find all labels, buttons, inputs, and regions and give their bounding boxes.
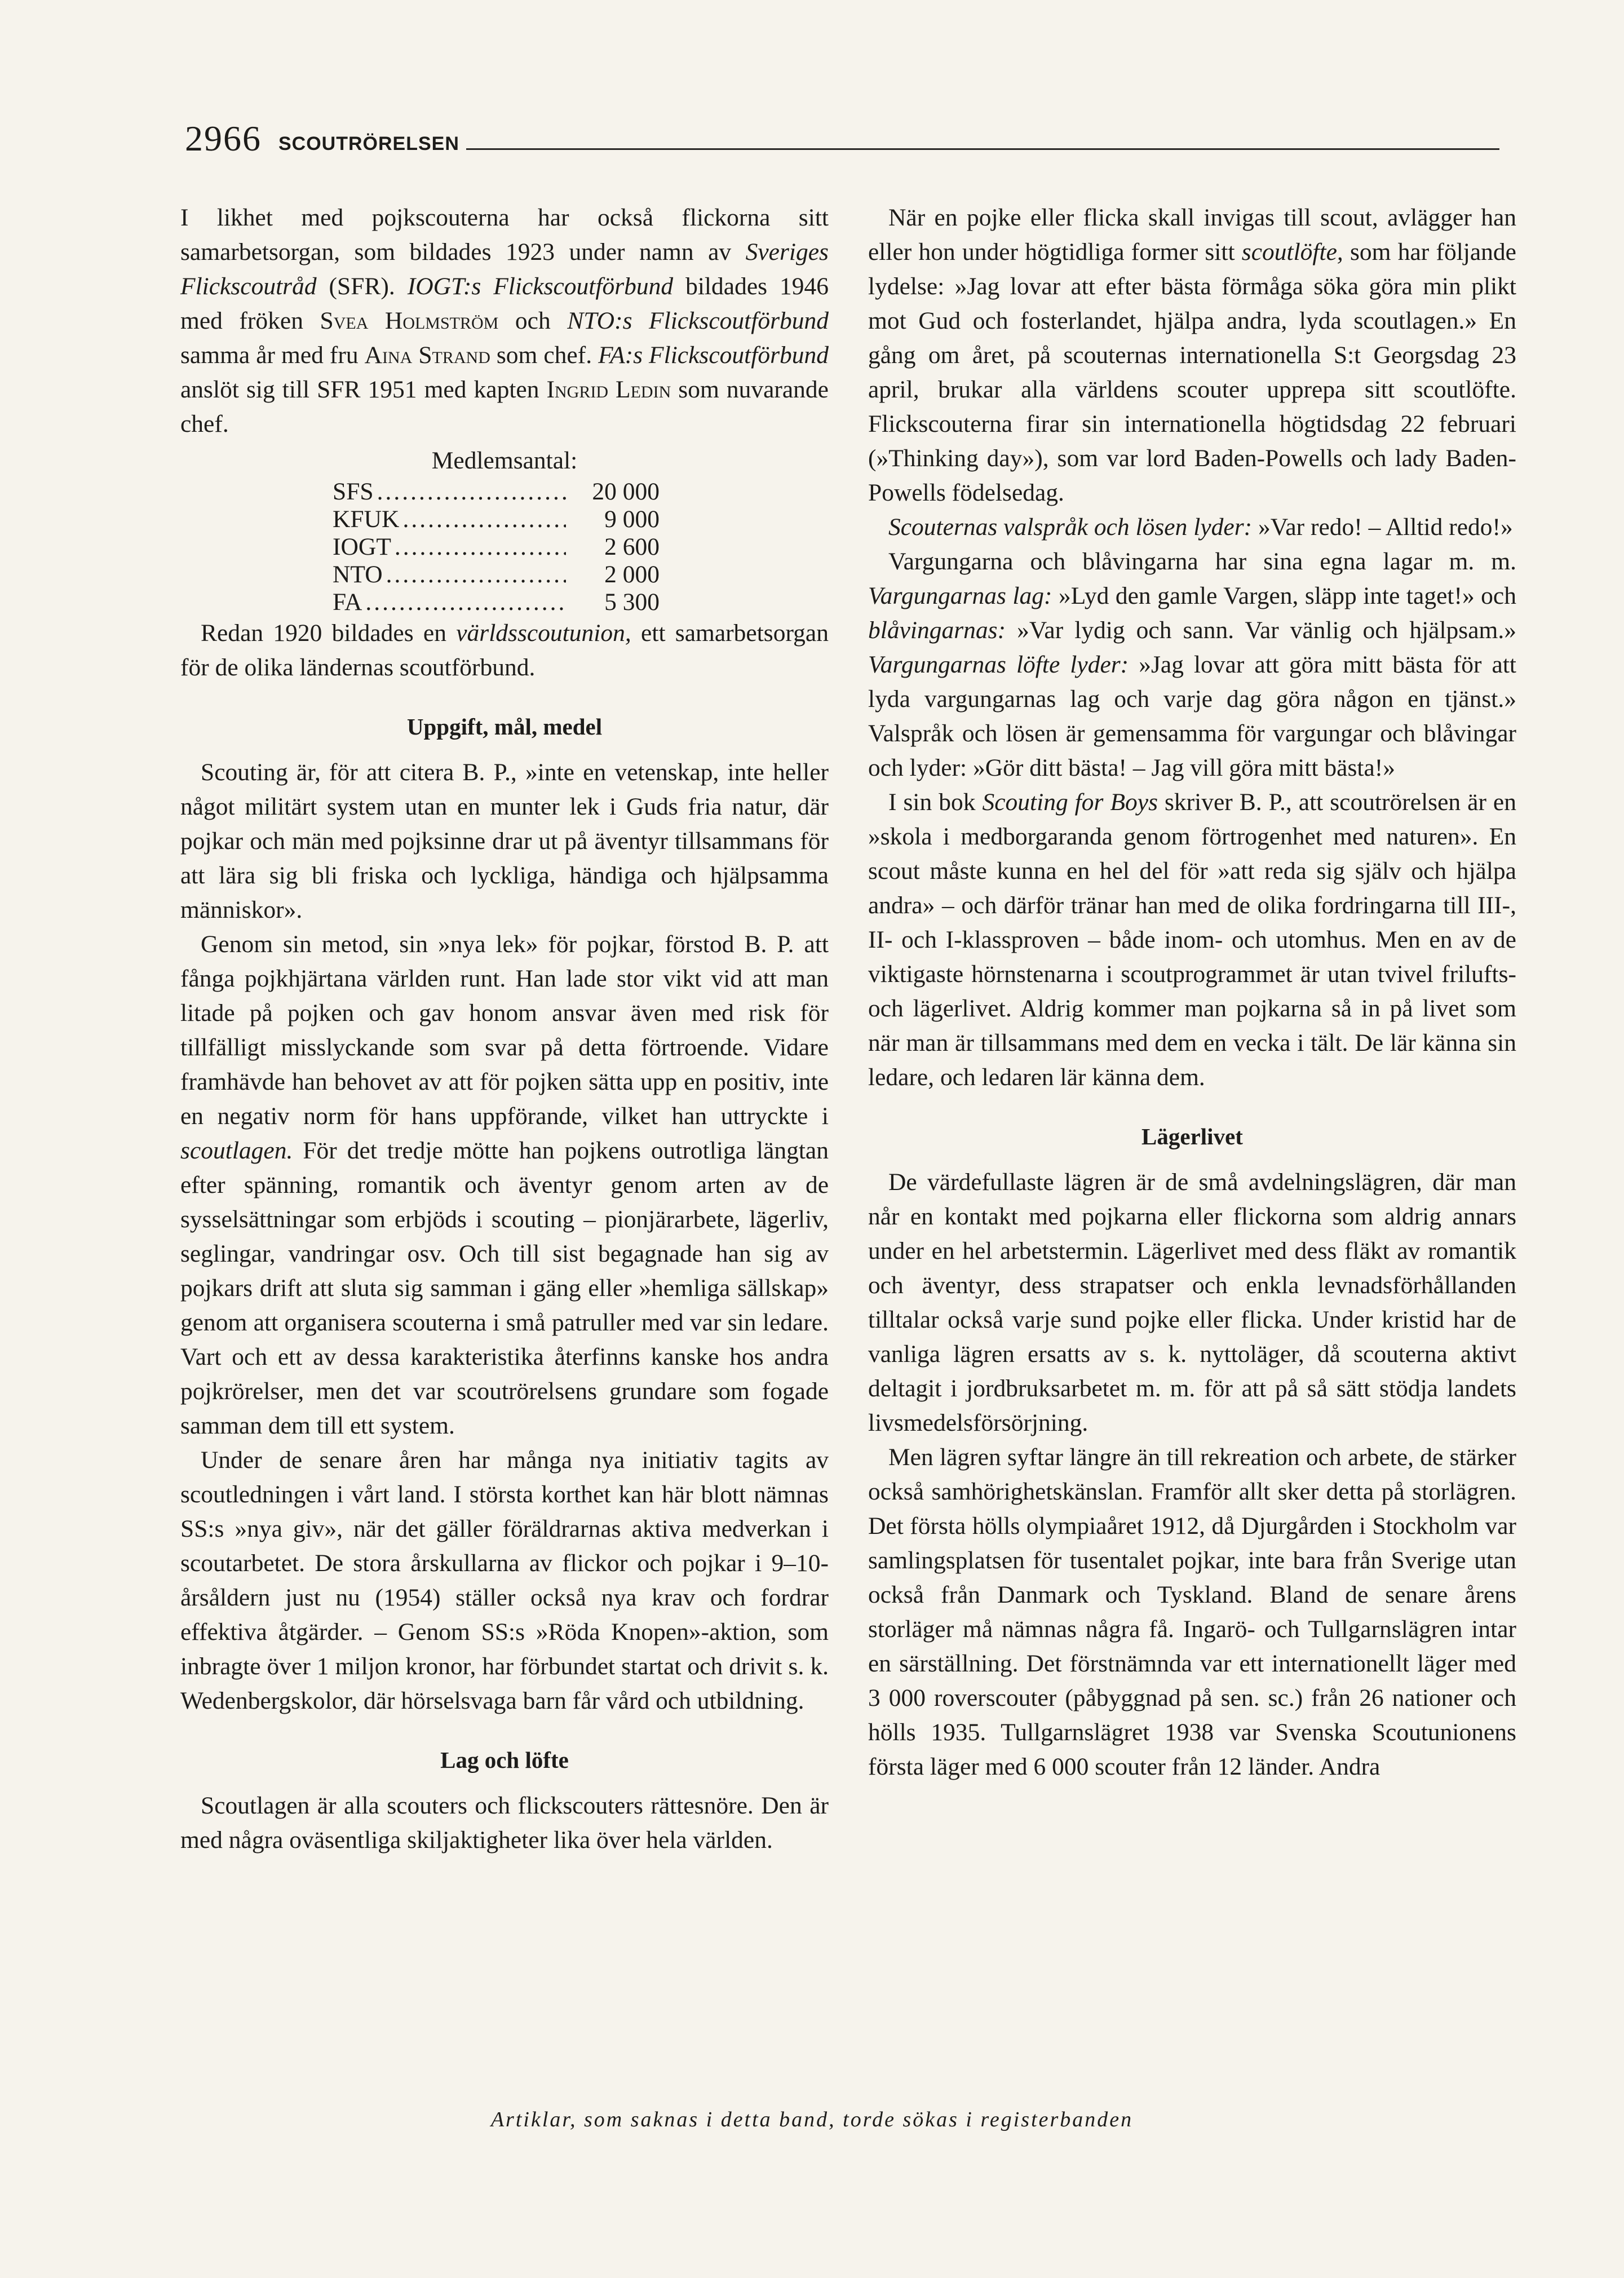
right-column (868, 201, 1516, 1784)
text-run: anslöt sig till SFR 1951 med kapten (180, 376, 547, 403)
member-count: 9 000 (604, 506, 660, 533)
paragraph-scoutlagen: Scoutlagen är alla scouters och flickscouters rättesnöre. Den är med några oväsentliga skiljaktigheter lika över hela världen. (180, 1792, 829, 1854)
text-run: »Var lydig och sann. Var vänlig och hjälpsam.» (1006, 617, 1516, 644)
leader-dots (402, 506, 566, 533)
text-run-italic: scoutlöfte, (1241, 238, 1343, 266)
paragraph-storlager: Men lägren syftar längre än till rekreation och arbete, de stärker också samhörighetskänslan. Framför allt sker detta på storlägren. Det första hölls olympiaåret 1912, då Djurgården i Stockholm var samlingsplatsen för tusentalet pojkar, inte bara från Sverige utan också från Danmark och Tyskland. Bland de senare årens storläger må nämnas några få. Ingarö- och Tullgarnslägren intar en särställning. Det förstnämnda var ett internationellt läger med 3 000 roverscouter (påbyggnad på sen. sc.) från 26 nationer och hölls 1935. Tullgarnslägret 1938 var Svenska Scoutunionens första läger med 6 000 scouter från 12 länder. Andra (868, 1444, 1516, 1780)
paragraph-scouting-definition: Scouting är, för att citera B. P., »inte en vetenskap, inte heller något militärt system utan en munter lek i Guds fria natur, där pojkar och män med pojksinne drar ut på äventyr tillsammans för att lära sig bli friska och lyckliga, händiga och hjälpsamma människor». (180, 759, 829, 923)
paragraph-valsprak (868, 510, 1516, 545)
paragraph-metod (180, 927, 829, 1443)
leader-dots (395, 533, 566, 561)
text-run-italic: Vargungarnas löfte lyder: (868, 651, 1129, 678)
text-run: bildades 1946 med fröken (180, 273, 829, 334)
paragraph-scoutlofte (868, 201, 1516, 510)
person-name: Ingrid Ledin (546, 376, 671, 403)
org-name: NTO (333, 561, 383, 588)
leader-dots (386, 561, 566, 589)
running-title: SCOUTRÖRELSEN (278, 133, 459, 154)
member-count: 20 000 (592, 478, 660, 505)
text-run: När en pojke eller flicka skall invigas till scout, avlägger han eller hon under högtidliga former sitt (868, 204, 1516, 266)
left-column (180, 201, 829, 1857)
leader-dots (365, 589, 566, 616)
text-run: som nuvarande chef. (180, 376, 829, 437)
text-run: Genom sin metod, sin »nya lek» för pojkar, förstod B. P. att fånga pojkhjärtana världen runt. Han lade stor vikt vid att man litade på pojken och gav honom ansvar även med risk för tillfälligt misslyckande som svar på detta förtroende. Vidare framhävde han behovet av att för pojken sätta upp en positiv, inte en negativ norm för hans uppförande, vilket han uttryckte i (180, 931, 829, 1130)
members-row (333, 533, 660, 561)
text-run: som chef. (490, 342, 599, 369)
org-name: IOGT (333, 533, 391, 560)
person-name: Svea Holmström (320, 307, 499, 334)
paragraph-vargungar (868, 545, 1516, 785)
text-run: och (498, 307, 568, 334)
text-run-italic: Scouting for Boys (982, 789, 1158, 816)
page-header (185, 118, 1499, 158)
paragraph-samarbetsorgan (180, 201, 829, 441)
page-number: 2966 (185, 118, 262, 158)
text-run: »Var redo! – Alltid redo!» (1252, 514, 1513, 541)
text-run-italic: FA:s Flickscoutförbund (598, 342, 829, 369)
text-run: »Jag lovar att göra mitt bästa för att lyda vargungarnas lag och varje dag göra någon en tjänst.» Valspråk och lösen är gemensamma för vargungar och blåvingar och lyder: »Gör ditt bästa! – Jag vill göra mitt bästa!» (868, 651, 1516, 781)
heading-lagerlivet: Lägerlivet (1141, 1123, 1243, 1149)
paragraph-scouting-for-boys (868, 785, 1516, 1095)
text-run-italic: Scouternas valspråk och lösen lyder: (888, 514, 1253, 541)
text-run: För det tredje mötte han pojkens outrotliga längtan efter spänning, romantik och äventyr genom arten av de sysselsättningar som erbjöds i scouting – pionjärarbete, lägerliv, seglingar, vandringar osv. Och till sist begagnade han sig av pojkars drift att sluta sig samman i gäng eller »hemliga sällskap» genom att organisera scouterna i små patruller med var sin ledare. Vart och ett av dessa karakteristika återfinns kanske hos andra pojkrörelser, men det var scoutrörelsens grundare som fogade samman dem till ett system. (180, 1137, 829, 1439)
text-run: skriver B. P., att scoutrörelsen är en »skola i medborgaranda genom förtrogenhet med naturen». En scout måste kunna en hel del för »att reda sig själv och hjälpa andra» – och därför tränar han med de olika fordringarna till III-, II- och I-klassproven – både inom- och utomhus. Men en av de viktigaste hörnstenarna i scoutprogrammet är utan tvivel frilufts- och lägerlivet. Aldrig kommer man pojkarna så in på livet som när man är tillsammans med dem en vecka i tält. De lär känna sin ledare, och ledaren lär känna dem. (868, 789, 1516, 1091)
members-table (333, 478, 660, 616)
text-run: ett samarbetsorgan för de olika ländernas scoutförbund. (180, 620, 829, 681)
text-run: Redan 1920 bildades en (201, 620, 457, 647)
members-title: Medlemsantal: (431, 447, 578, 474)
paragraph-avdelningslager: De värdefullaste lägren är de små avdelningslägren, där man når en kontakt med pojkarna eller flickorna som aldrig annars under en hel arbetstermin. Lägerlivet med dess fläkt av romantik och äventyr, dess strapatser och enkla levnadsförhållanden tilltalar också varje sund pojke eller flicka. Under kristid har de vanliga lägren ersatts av s. k. nyttoläger, då scouterna aktivt deltagit i jordbruksarbetet m. m. för att på så sätt stödja landets livsmedelsförsörjning. (868, 1169, 1516, 1436)
text-run: Vargungarna och blåvingarna har sina egna lagar m. m. (888, 548, 1516, 575)
text-run: »Lyd den gamle Vargen, släpp inte taget!» och (1052, 582, 1516, 609)
members-row (333, 478, 660, 506)
paragraph-varldsscoutunion (180, 616, 829, 685)
person-name: Aina Strand (364, 342, 490, 369)
text-run: som har följande lydelse: »Jag lovar att efter bästa förmåga söka göra min plikt mot Gud och fosterlandet, hjälpa andra, lyda scoutlagen.» En gång om året, på scouternas internationella S:t Georgsdag 23 april, brukar alla världens scouter upprepa sitt scoutlöfte. Flickscouterna firar sin internationella högtidsdag 22 februari (»Thinking day»), som var lord Baden-Powells och lady Baden-Powells födelsedag. (868, 238, 1516, 506)
text-run-italic: scoutlagen. (180, 1137, 293, 1164)
text-run-italic: NTO:s Flickscoutförbund (567, 307, 829, 334)
heading-lag-och-lofte: Lag och löfte (440, 1747, 569, 1773)
leader-dots (377, 478, 566, 506)
text-run: samma år med fru (180, 342, 365, 369)
member-count: 5 300 (604, 589, 660, 616)
text-run: I sin bok (888, 789, 983, 816)
text-run-italic: IOGT:s Flickscoutförbund (407, 273, 674, 300)
org-name: FA (333, 589, 362, 616)
text-run-italic: Sveriges Flickscoutråd (180, 238, 829, 300)
member-count: 2 600 (604, 533, 660, 560)
text-run-italic: världsscoutunion, (456, 620, 631, 647)
members-row (333, 589, 660, 616)
text-run: (SFR). (316, 273, 408, 300)
header-rule (466, 148, 1499, 150)
members-row (333, 506, 660, 533)
org-name: KFUK (333, 506, 400, 533)
footer-note: Artiklar, som saknas i detta band, torde sökas i registerbanden (490, 2108, 1134, 2131)
member-count: 2 000 (604, 561, 660, 588)
org-name: SFS (333, 478, 374, 505)
text-run-italic: blåvingarnas: (868, 617, 1006, 644)
paragraph-initiativ: Under de senare åren har många nya initiativ tagits av scoutledningen i vårt land. I största korthet kan här blott nämnas SS:s »nya giv», när det gäller föräldrarnas aktiva medverkan i scoutarbetet. De stora årskullarna av flickor och pojkar i 9–10-årsåldern just nu (1954) ställer också nya krav och fordrar effektiva åtgärder. – Genom SS:s »Röda Knopen»-aktion, som inbragte över 1 miljon kronor, har förbundet startat och drivit s. k. Wedenbergskolor, där hörselsvaga barn får vård och utbildning. (180, 1447, 829, 1714)
text-run-italic: Vargungarnas lag: (868, 582, 1052, 609)
heading-uppgift: Uppgift, mål, medel (406, 714, 603, 740)
members-row (333, 561, 660, 589)
text-run: I likhet med pojkscouterna har också flickorna sitt samarbetsorgan, som bildades 1923 under namn av (180, 204, 829, 266)
